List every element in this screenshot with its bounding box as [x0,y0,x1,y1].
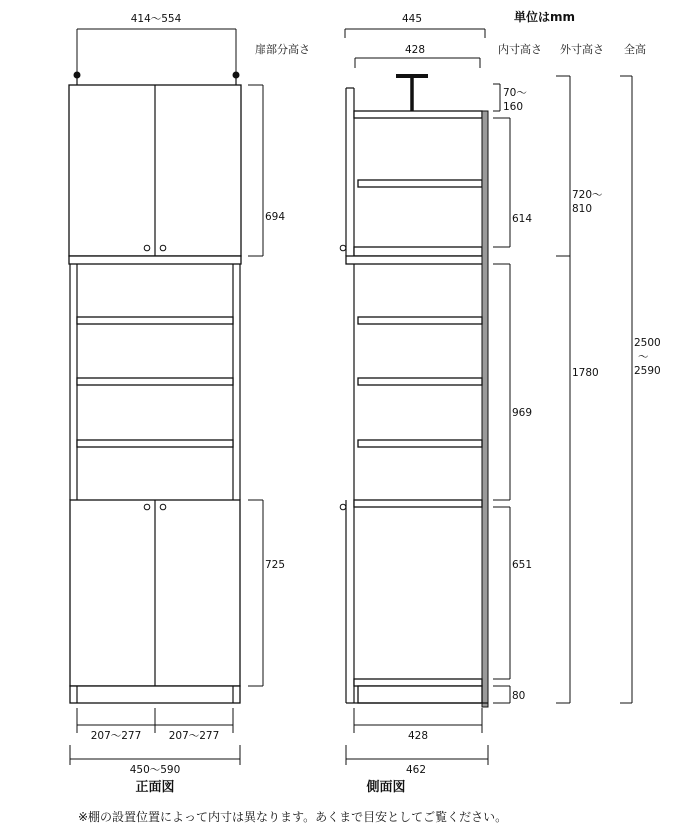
upper-side-knob [340,245,346,251]
outer-upper-label-2: 810 [572,203,593,215]
front-shelf-1 [77,317,233,324]
lower-bottom-board [354,679,482,686]
plinth [70,686,240,703]
top-inner-depth-label: 428 [404,44,426,56]
bottom-inner-depth-label: 428 [407,730,429,742]
lower-knob-left [144,504,150,510]
door-height-header: 扉部分高さ [255,43,310,56]
bottom-left-width-label: 207～277 [90,730,142,742]
inner-upper-label: 614 [512,213,533,225]
lower-top-board [354,500,482,507]
inner-top-gap-label-2: 160 [503,101,524,113]
upper-side-base [346,256,486,264]
front-view [69,13,285,795]
back-panel [482,111,488,707]
unit-label: 単位はmm [514,10,576,24]
inner-middle-label: 969 [512,407,533,419]
front-shelf-2 [77,378,233,385]
outer-lower-label: 1780 [572,367,599,379]
total-height-label-2: ～ [638,351,649,363]
inner-lower-label: 651 [512,559,533,571]
upper-knob-left [144,245,150,251]
outer-height-header: 外寸高さ [560,43,604,56]
inner-height-header: 内寸高さ [498,43,542,56]
lower-knob-right [160,504,166,510]
side-view-title: 側面図 [366,780,406,795]
lower-door-height-label: 725 [265,559,286,571]
front-shelf-3 [77,440,233,447]
upper-door-height-label: 694 [265,211,286,223]
top-width-label: 414～554 [130,13,182,25]
side-shelf-3 [358,440,482,447]
bottom-right-width-label: 207～277 [168,730,220,742]
overall-width-label: 450～590 [129,764,181,776]
bottom-outer-depth-label: 462 [405,764,427,776]
upper-bottom-board [354,247,482,256]
inner-base-label: 80 [512,690,526,702]
total-height-label-1: 2500 [634,337,661,349]
upper-top-board [354,111,482,118]
upper-knob-right [160,245,166,251]
lower-side-knob [340,504,346,510]
outer-upper-label-1: 720～ [572,189,603,201]
upper-shelf [358,180,482,187]
top-outer-depth-label: 445 [401,13,423,25]
side-shelf-2 [358,378,482,385]
side-view [340,13,661,795]
total-height-header: 全高 [624,43,646,56]
side-shelf-1 [358,317,482,324]
front-view-title: 正面図 [135,780,175,795]
total-height-label-3: 2590 [634,365,661,377]
footnote: ※棚の設置位置によって内寸は異なります。あくまで目安としてご覧ください。 [78,810,508,824]
side-plinth [358,686,482,703]
upper-base-board [69,256,241,264]
inner-top-gap-label-1: 70～ [503,87,527,99]
